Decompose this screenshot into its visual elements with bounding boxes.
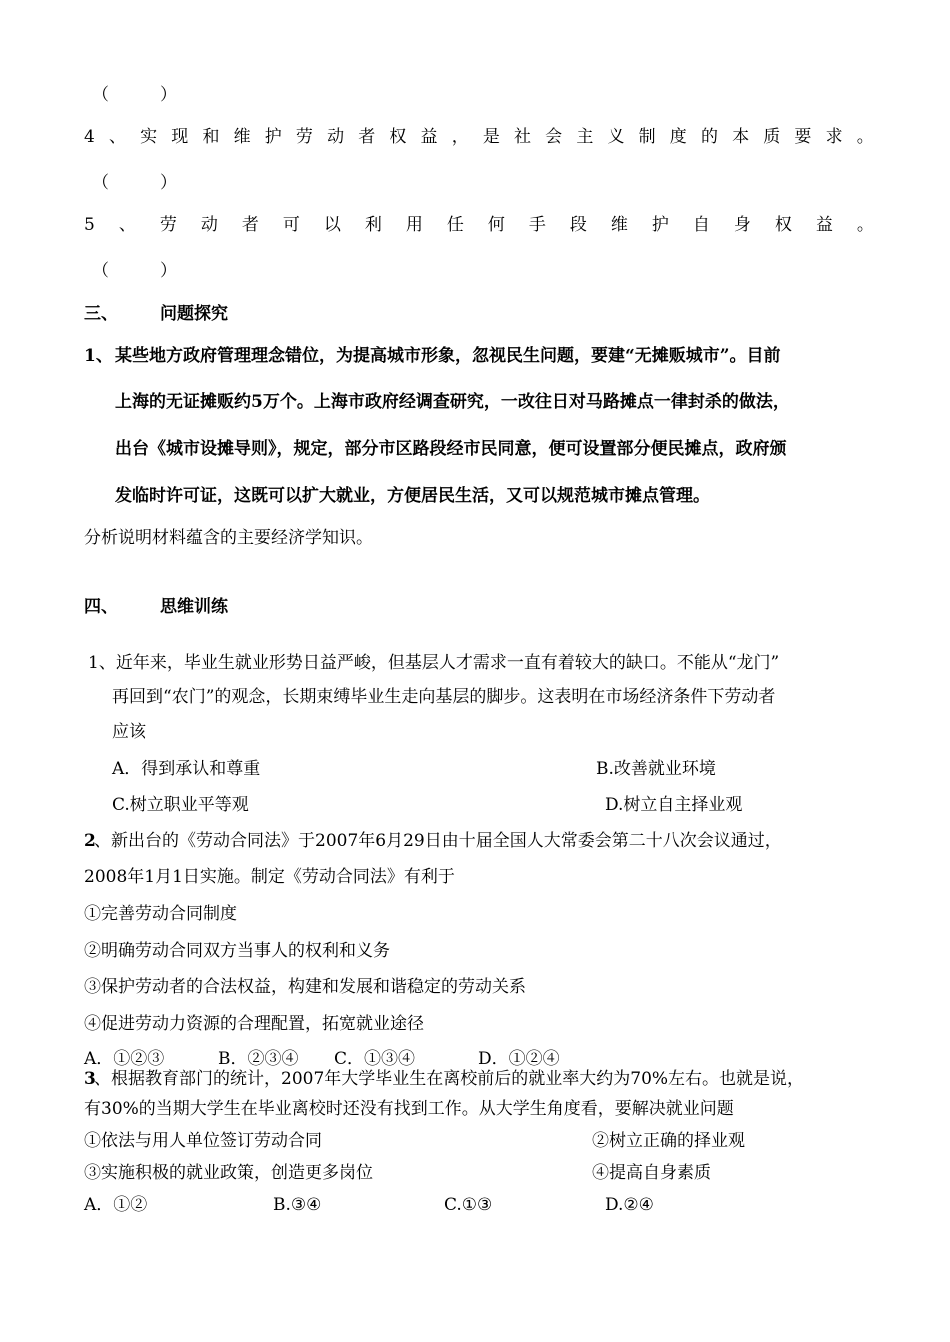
- answer-blank: （ ）: [92, 261, 177, 281]
- true-false-item-4: [84, 126, 874, 148]
- item-4-char: 度: [669, 127, 687, 147]
- question-line: 有30%的当期大学生在毕业离校时还没有找到工作。从大学生角度看，要解决就业问题: [84, 1099, 734, 1119]
- option-b: B．②③④: [218, 1049, 299, 1069]
- item-4-char: 权: [389, 127, 407, 147]
- item-4-char: 制: [638, 127, 656, 147]
- section-heading-num: 四、: [84, 597, 118, 617]
- item-5-char: 维: [610, 215, 628, 235]
- item-4-char: 现: [171, 127, 189, 147]
- answer-blank: （ ）: [92, 85, 177, 105]
- item-5-char: 任: [446, 215, 464, 235]
- item-4-char: 护: [264, 127, 282, 147]
- question-line: 应该: [112, 722, 146, 742]
- item-4-char: ，: [451, 127, 469, 147]
- material-line: 上海的无证摊贩约5万个。上海市政府经调查研究，一改往日对马路摊点一律封杀的做法，: [115, 392, 790, 412]
- item-5-char: 手: [528, 215, 546, 235]
- item-4-char: 本: [732, 127, 750, 147]
- item-5-char: 可: [282, 215, 300, 235]
- option-b: B.改善就业环境: [596, 759, 716, 779]
- item-4-char: 者: [358, 127, 376, 147]
- item-4-char: 和: [202, 127, 220, 147]
- item-5-char: 权: [774, 215, 792, 235]
- item-4-char: 质: [763, 127, 781, 147]
- question-line: 再回到“农门”的观念，长期束缚毕业生走向基层的脚步。这表明在市场经济条件下劳动者: [112, 687, 776, 707]
- item-5-char: 自: [692, 215, 710, 235]
- statement-item: ②明确劳动合同双方当事人的权利和义务: [84, 941, 390, 961]
- statement-item: ④促进劳动力资源的合理配置，拓宽就业途径: [84, 1014, 424, 1034]
- item-5-char: 者: [241, 215, 259, 235]
- material-line: 某些地方政府管理理念错位，为提高城市形象，忽视民生问题，要建“无摊贩城市”。目前: [115, 346, 781, 366]
- item-4-char: 义: [607, 127, 625, 147]
- question-number: 3: [84, 1069, 96, 1089]
- item-4-char: 4: [84, 127, 95, 147]
- answer-blank: （ ）: [92, 173, 177, 193]
- item-5-char: 护: [651, 215, 669, 235]
- option-a: A．①②: [84, 1195, 148, 1215]
- item-4-char: 。: [856, 127, 874, 147]
- item-5-char: 。: [856, 215, 874, 235]
- item-5-char: 益: [815, 215, 833, 235]
- item-4-char: 益: [420, 127, 438, 147]
- item-4-char: 社: [514, 127, 532, 147]
- section-heading-text: 思维训练: [160, 597, 228, 617]
- option-item: ②树立正确的择业观: [592, 1131, 745, 1151]
- item-5-char: 动: [200, 215, 218, 235]
- question-line: 2008年1月1日实施。制定《劳动合同法》有利于: [84, 867, 455, 887]
- item-4-char: 、: [108, 127, 126, 147]
- question-number: 2: [84, 831, 96, 851]
- item-4-char: 会: [545, 127, 563, 147]
- section-heading-text: 问题探究: [160, 304, 228, 324]
- option-c: C.①③: [444, 1195, 493, 1215]
- option-d: D.②④: [605, 1195, 654, 1215]
- item-4-char: 要: [794, 127, 812, 147]
- question-prompt: 分析说明材料蕴含的主要经济学知识。: [84, 528, 373, 548]
- statement-item: ③保护劳动者的合法权益，构建和发展和谐稳定的劳动关系: [84, 977, 526, 997]
- section-heading-num: 三、: [84, 304, 118, 324]
- option-item: ③实施积极的就业政策，创造更多岗位: [84, 1163, 373, 1183]
- option-a: A．得到承认和尊重: [112, 759, 261, 779]
- question-line: 、新出台的《劳动合同法》于2007年6月29日由十届全国人大常委会第二十八次会议通过，: [94, 831, 782, 851]
- option-d: D．①②④: [478, 1049, 560, 1069]
- item-4-char: 劳: [295, 127, 313, 147]
- item-5-char: 劳: [159, 215, 177, 235]
- item-5-char: 身: [733, 215, 751, 235]
- item-4-char: 主: [576, 127, 594, 147]
- question-number: 1、: [84, 346, 113, 366]
- item-5-char: 用: [405, 215, 423, 235]
- item-4-char: 实: [140, 127, 158, 147]
- question-line: 1、近年来，毕业生就业形势日益严峻，但基层人才需求一直有着较大的缺口。不能从“龙门”: [88, 653, 780, 673]
- material-line: 出台《城市设摊导则》，规定，部分市区路段经市民同意，便可设置部分便民摊点，政府颁: [115, 439, 787, 459]
- option-c: C.树立职业平等观: [112, 795, 249, 815]
- item-4-char: 求: [825, 127, 843, 147]
- item-5-char: 何: [487, 215, 505, 235]
- true-false-item-5: [84, 214, 874, 236]
- item-5-char: 以: [323, 215, 341, 235]
- option-c: C．①③④: [334, 1049, 416, 1069]
- option-d: D.树立自主择业观: [605, 795, 743, 815]
- option-a: A．①②③: [84, 1049, 165, 1069]
- option-b: B.③④: [273, 1195, 322, 1215]
- item-5-char: 5: [84, 215, 95, 235]
- item-4-char: 的: [700, 127, 718, 147]
- material-line: 发临时许可证，这既可以扩大就业，方便居民生活，又可以规范城市摊点管理。: [115, 486, 710, 506]
- option-item: ④提高自身素质: [592, 1163, 711, 1183]
- question-line: 、根据教育部门的统计，2007年大学毕业生在离校前后的就业率大约为70%左右。也就是说，: [94, 1069, 805, 1089]
- item-5-char: 段: [569, 215, 587, 235]
- item-4-char: 维: [233, 127, 251, 147]
- item-5-char: 利: [364, 215, 382, 235]
- statement-item: ①完善劳动合同制度: [84, 904, 237, 924]
- item-4-char: 动: [327, 127, 345, 147]
- option-item: ①依法与用人单位签订劳动合同: [84, 1131, 322, 1151]
- item-4-char: 是: [482, 127, 500, 147]
- item-5-char: 、: [118, 215, 136, 235]
